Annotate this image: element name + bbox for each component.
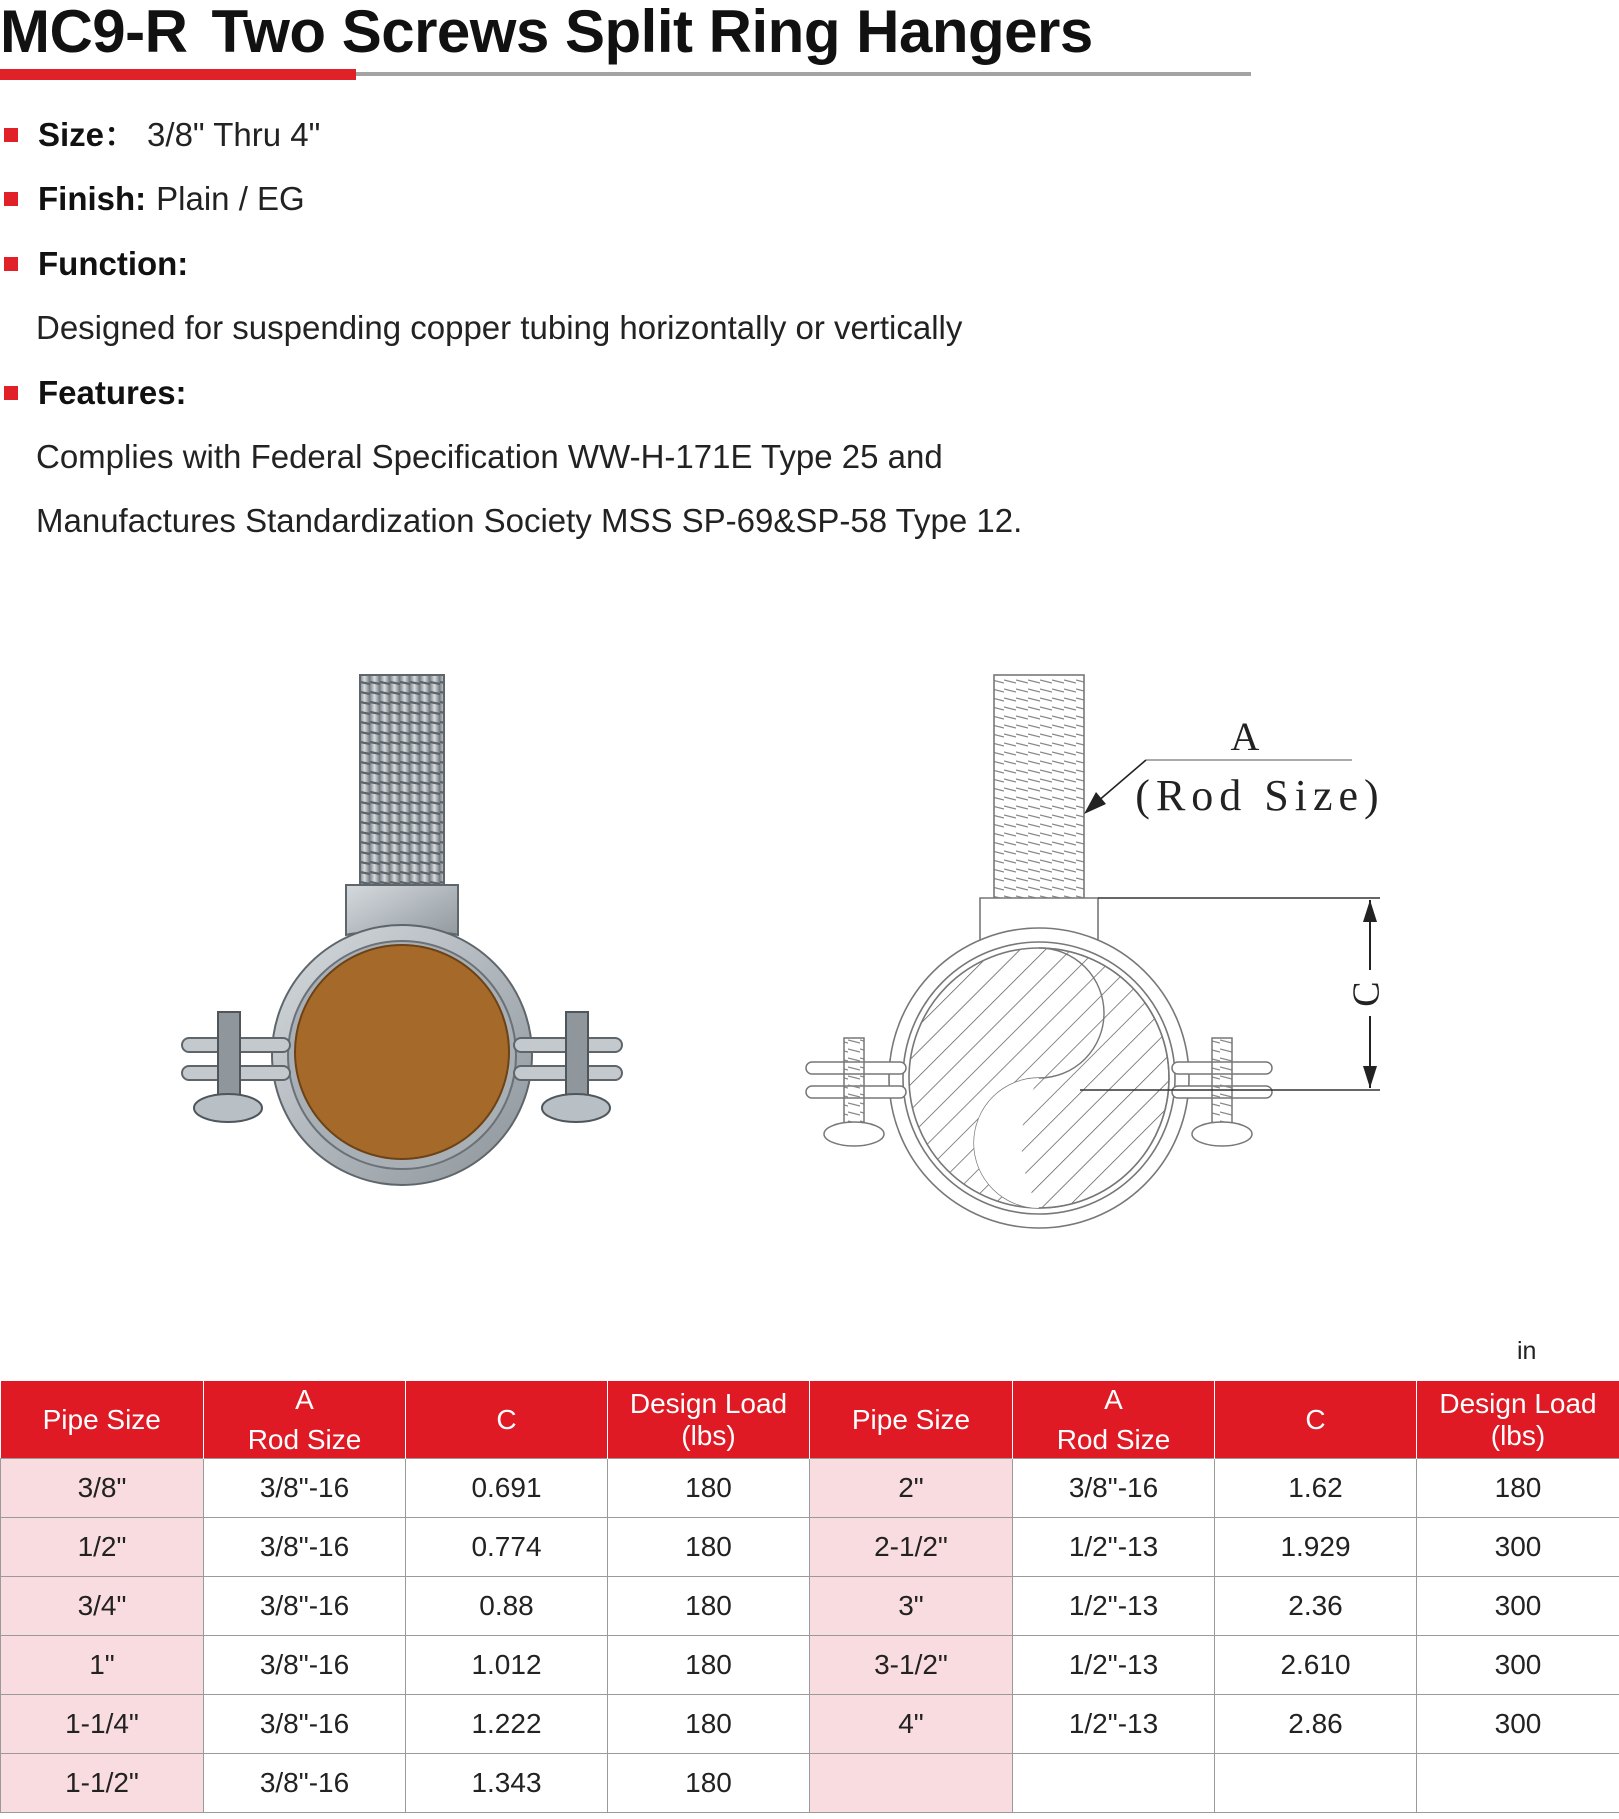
right-rod-size-cell: 1/2"-13 [1013, 1695, 1215, 1754]
function-text: Designed for suspending copper tubing horizontally or vertically [36, 309, 963, 346]
right-design-load-cell: 300 [1417, 1695, 1619, 1754]
right-c-value-cell: 1.62 [1215, 1459, 1417, 1518]
header-pipe-size: Pipe Size [810, 1381, 1013, 1459]
right-design-load-cell: 300 [1417, 1636, 1619, 1695]
right-rod-size-cell: 1/2"-13 [1013, 1518, 1215, 1577]
left-c-value-cell: 1.222 [406, 1695, 608, 1754]
dimension-c-label: C [1345, 981, 1388, 1007]
title-accent-bar [0, 69, 356, 80]
copper-pipe [295, 945, 509, 1159]
header-design-load [608, 1381, 810, 1459]
left-c-value-cell: 0.88 [406, 1577, 608, 1636]
table-row [1, 1754, 1619, 1813]
left-rod-size-cell: 3/8"-16 [204, 1577, 406, 1636]
table-header-row [1, 1381, 1619, 1459]
right-c-value-cell: 1.929 [1215, 1518, 1417, 1577]
right-rod-size-cell: 3/8"-16 [1013, 1459, 1215, 1518]
header-rod-size [1013, 1381, 1215, 1459]
header-a: A [295, 1383, 314, 1415]
square-bullet-icon [4, 192, 18, 206]
right-pipe-size-cell: 2" [810, 1459, 1013, 1518]
rod-outline [994, 675, 1084, 900]
hanger-photo-render [170, 660, 640, 1220]
threaded-rod [360, 675, 444, 895]
left-pipe-size-cell: 1" [1, 1636, 204, 1695]
table-row [1, 1695, 1619, 1754]
finish-value: Plain / EG [156, 180, 305, 217]
table-row [1, 1518, 1619, 1577]
spec-table [0, 1381, 1619, 1813]
left-screw [218, 1012, 240, 1102]
left-pipe-size-cell: 1/2" [1, 1518, 204, 1577]
function-label: Function: [38, 245, 189, 282]
right-design-load-cell: 300 [1417, 1518, 1619, 1577]
right-c-value-cell: 2.86 [1215, 1695, 1417, 1754]
table-row [1, 1577, 1619, 1636]
header-design-load-text: Design Load [1439, 1387, 1597, 1419]
unit-label: in [1517, 1337, 1537, 1365]
left-rod-size-cell: 3/8"-16 [204, 1459, 406, 1518]
left-pipe-size-cell: 3/4" [1, 1577, 204, 1636]
left-pipe-size-cell: 3/8" [1, 1459, 204, 1518]
right-pipe-size-cell: 2-1/2" [810, 1518, 1013, 1577]
left-rod-size-cell: 3/8"-16 [204, 1695, 406, 1754]
header-rod-size-text: Rod Size [1056, 1423, 1171, 1455]
model-number: MC9-R [0, 0, 188, 65]
header-design-load-text: Design Load [629, 1387, 788, 1419]
page-title [0, 0, 1093, 64]
header-design-load [1417, 1381, 1619, 1459]
square-bullet-icon [4, 386, 18, 400]
size-value: 3/8" Thru 4" [147, 116, 321, 153]
right-rod-size-cell: 1/2"-13 [1013, 1577, 1215, 1636]
header-rod-size [204, 1381, 406, 1459]
right-rod-size-cell: 1/2"-13 [1013, 1636, 1215, 1695]
left-design-load-cell: 180 [608, 1459, 810, 1518]
left-c-value-cell: 0.691 [406, 1459, 608, 1518]
right-screw [566, 1012, 588, 1102]
left-design-load-cell: 180 [608, 1636, 810, 1695]
header-lbs: (lbs) [1490, 1419, 1546, 1451]
features-line-2: Manufactures Standardization Society MSS SP-69&SP-58 Type 12. [36, 502, 1023, 539]
right-design-load-cell: 300 [1417, 1577, 1619, 1636]
left-design-load-cell: 180 [608, 1577, 810, 1636]
features-label: Features: [38, 374, 187, 411]
product-name: Two Screws Split Ring Hangers [211, 0, 1093, 65]
features-line-1: Complies with Federal Specification WW-H-171E Type 25 and [36, 438, 943, 475]
spec-features [0, 373, 197, 413]
right-screw-head [542, 1094, 610, 1122]
right-pipe-size-cell [810, 1754, 1013, 1813]
left-c-value-cell: 0.774 [406, 1518, 608, 1577]
finish-label: Finish: [38, 180, 147, 217]
header-c: C [1215, 1381, 1417, 1459]
header-c: C [406, 1381, 608, 1459]
header-rod-size-text: Rod Size [247, 1423, 362, 1455]
size-label: Size： [38, 116, 138, 153]
hanger-dimension-drawing [800, 660, 1420, 1260]
left-design-load-cell: 180 [608, 1695, 810, 1754]
left-rod-size-cell: 3/8"-16 [204, 1754, 406, 1813]
right-design-load-cell: 180 [1417, 1459, 1619, 1518]
right-c-value-cell: 2.610 [1215, 1636, 1417, 1695]
left-screw-head [194, 1094, 262, 1122]
right-pipe-size-cell: 4" [810, 1695, 1013, 1754]
right-rod-size-cell [1013, 1754, 1215, 1813]
left-design-load-cell: 180 [608, 1754, 810, 1813]
left-rod-size-cell: 3/8"-16 [204, 1518, 406, 1577]
square-bullet-icon [4, 257, 18, 271]
left-rod-size-cell: 3/8"-16 [204, 1636, 406, 1695]
left-design-load-cell: 180 [608, 1518, 810, 1577]
left-c-value-cell: 1.343 [406, 1754, 608, 1813]
table-row [1, 1459, 1619, 1518]
header-pipe-size: Pipe Size [1, 1381, 204, 1459]
spec-size [0, 115, 320, 155]
spec-function [0, 244, 198, 284]
right-pipe-size-cell: 3" [810, 1577, 1013, 1636]
table-row [1, 1636, 1619, 1695]
left-pipe-size-cell: 1-1/4" [1, 1695, 204, 1754]
header-lbs: (lbs) [681, 1419, 736, 1451]
right-pipe-size-cell: 3-1/2" [810, 1636, 1013, 1695]
right-design-load-cell [1417, 1754, 1619, 1813]
right-c-value-cell: 2.36 [1215, 1577, 1417, 1636]
rod-size-label: (Rod Size) [1135, 771, 1385, 820]
header-a: A [1104, 1383, 1123, 1415]
right-c-value-cell [1215, 1754, 1417, 1813]
left-c-value-cell: 1.012 [406, 1636, 608, 1695]
square-bullet-icon [4, 128, 18, 142]
left-pipe-size-cell: 1-1/2" [1, 1754, 204, 1813]
spec-finish [0, 179, 305, 219]
dimension-a-label: A [1230, 714, 1260, 759]
